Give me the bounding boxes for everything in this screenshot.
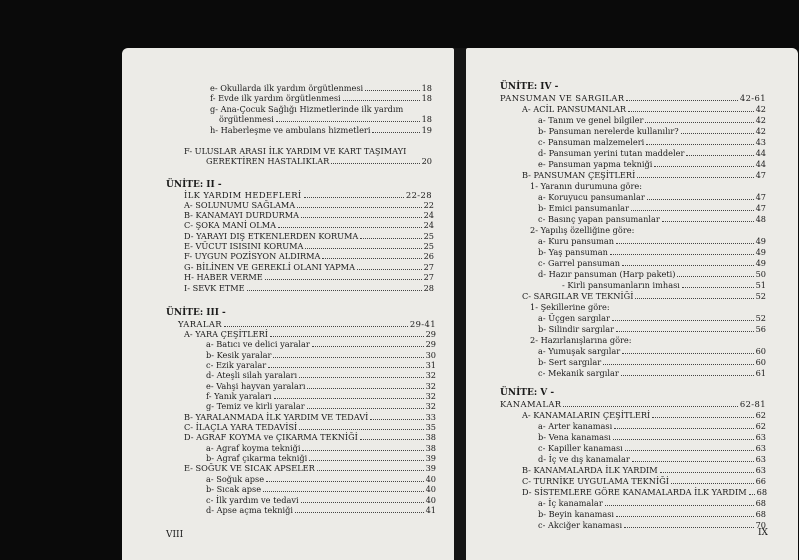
toc-entry-page: 32 xyxy=(425,381,436,391)
toc-dot-leader xyxy=(301,216,422,218)
toc-entry-title: A- SOLUNUMU SAĞLAMA xyxy=(184,200,296,210)
toc-dot-leader xyxy=(610,253,754,255)
toc-entry-page: 24 xyxy=(423,220,434,230)
left-page xyxy=(122,48,454,560)
toc-entry-title: a- Arter kanaması xyxy=(538,421,613,431)
toc-entry-page: 35 xyxy=(425,422,436,432)
toc-entry-title: c- Kapiller kanaması xyxy=(538,443,623,453)
toc-entry-title: D- SİSTEMLERE GÖRE KANAMALARDA İLK YARDIM xyxy=(522,487,747,497)
toc-entry-title: e- Vahşi hayvan yaraları xyxy=(206,381,306,391)
toc-entry-page: 50 xyxy=(755,269,766,279)
toc-entry-page: 47 xyxy=(755,192,766,202)
toc-dot-leader xyxy=(632,460,754,462)
toc-entry xyxy=(538,520,766,530)
toc-entry xyxy=(210,125,432,135)
toc-entry-page: 18 xyxy=(421,83,432,93)
toc-entry-title: b- Silindir sargılar xyxy=(538,324,614,334)
toc-dot-leader xyxy=(621,374,754,376)
toc-entry-title: b- Vena kanaması xyxy=(538,432,611,442)
toc-entry-page: 19 xyxy=(421,125,432,135)
toc-dot-leader xyxy=(614,427,753,429)
toc-entry-title: d- Ateşli silah yaraları xyxy=(206,370,298,380)
toc-entry-title: YARALAR xyxy=(178,319,222,329)
toc-entry-title: ÜNİTE: V - xyxy=(500,388,555,398)
toc-entry-title: d- Hazır pansuman (Harp paketi) xyxy=(538,269,676,279)
toc-entry-page: 18 xyxy=(421,114,432,124)
toc-dot-leader xyxy=(270,335,424,337)
toc-entry xyxy=(184,432,436,442)
toc-entry-title: 1- Şekillerine göre: xyxy=(530,302,610,312)
toc-dot-leader xyxy=(309,459,423,461)
toc-dot-leader xyxy=(626,99,737,101)
toc-entry xyxy=(538,432,766,442)
toc-entry xyxy=(538,126,766,136)
toc-entry xyxy=(166,180,286,190)
toc-entry-page: 20 xyxy=(421,156,432,166)
toc-entry-page: 22 xyxy=(423,200,434,210)
toc-entry-page: 62 xyxy=(755,410,766,420)
toc-entry-title: c- Mekanik sargılar xyxy=(538,368,619,378)
toc-dot-leader xyxy=(274,397,424,399)
toc-entry xyxy=(538,346,766,356)
toc-entry-page: 29 xyxy=(425,329,436,339)
toc-dot-leader xyxy=(370,418,423,420)
toc-entry-title: A- KANAMALARIN ÇEŞİTLERİ xyxy=(522,410,651,420)
toc-entry-title: 2- Hazırlanışlarına göre: xyxy=(530,335,632,345)
toc-dot-leader xyxy=(749,493,755,495)
toc-entry xyxy=(184,422,436,432)
toc-entry xyxy=(500,93,766,103)
toc-dot-leader xyxy=(360,438,424,440)
toc-dot-leader xyxy=(276,120,420,122)
toc-entry xyxy=(206,350,436,360)
toc-dot-leader xyxy=(625,449,754,451)
toc-entry xyxy=(210,104,432,114)
toc-entry-page: 29 xyxy=(425,339,436,349)
toc-entry-title: f- Evde ilk yardım örgütlenmesi xyxy=(210,93,341,103)
toc-dot-leader xyxy=(635,297,753,299)
toc-dot-leader xyxy=(312,345,424,347)
toc-dot-leader xyxy=(563,405,737,407)
toc-entry-page: 38 xyxy=(425,443,436,453)
toc-entry xyxy=(538,421,766,431)
toc-dot-leader xyxy=(654,165,753,167)
toc-dot-leader xyxy=(616,330,754,332)
toc-entry xyxy=(538,454,766,464)
toc-entry-title: ÜNİTE: IV - xyxy=(500,82,559,92)
right-page xyxy=(466,48,798,560)
toc-entry-title: 1- Yaranın durumuna göre: xyxy=(530,181,642,191)
toc-entry-title: d- Pansuman yerini tutan maddeler xyxy=(538,148,685,158)
toc-entry-title: İLK YARDIM HEDEFLERİ xyxy=(184,190,302,200)
toc-entry-title: GEREKTİREN HASTALIKLAR xyxy=(206,156,330,166)
toc-entry xyxy=(206,391,436,401)
toc-dot-leader xyxy=(662,220,754,222)
toc-entry-title: D- YARAYI DIŞ ETKENLERDEN KORUMA xyxy=(184,231,359,241)
toc-dot-leader xyxy=(686,154,753,156)
toc-dot-leader xyxy=(263,490,424,492)
toc-entry-page: 70 xyxy=(755,520,766,530)
toc-dot-leader xyxy=(278,226,422,228)
toc-dot-leader xyxy=(681,132,754,134)
toc-entry-title: C- İLAÇLA YARA TEDAVİSİ xyxy=(184,422,298,432)
toc-entry-page: 68 xyxy=(755,498,766,508)
toc-dot-leader xyxy=(624,526,753,528)
toc-entry xyxy=(206,156,432,166)
toc-dot-leader xyxy=(603,363,753,365)
toc-dot-leader xyxy=(247,289,422,291)
toc-entry xyxy=(210,83,432,93)
toc-entry-page: 68 xyxy=(756,487,768,497)
toc-entry xyxy=(206,370,436,380)
toc-entry-page: 40 xyxy=(425,474,436,484)
toc-entry-page: 32 xyxy=(425,370,436,380)
toc-dot-leader xyxy=(343,99,420,101)
toc-entry-title: e- Pansuman yapma tekniği xyxy=(538,159,653,169)
toc-entry xyxy=(206,401,436,411)
toc-entry-page: 25 xyxy=(423,231,434,241)
toc-entry-page: 60 xyxy=(755,346,766,356)
toc-entry-page: 49 xyxy=(755,258,766,268)
toc-entry xyxy=(538,357,766,367)
toc-dot-leader xyxy=(631,209,754,211)
page-number-right: IX xyxy=(758,528,768,538)
toc-dot-leader xyxy=(628,110,754,112)
toc-entry xyxy=(522,170,766,180)
toc-dot-leader xyxy=(605,504,754,506)
toc-dot-leader xyxy=(317,469,424,471)
toc-entry-page: 60 xyxy=(755,357,766,367)
toc-dot-leader xyxy=(677,275,753,277)
toc-dot-leader xyxy=(357,268,422,270)
toc-entry-title: C- TURNİKE UYGULAMA TEKNİĞİ xyxy=(522,476,669,486)
toc-dot-leader xyxy=(360,237,421,239)
toc-dot-leader xyxy=(302,449,423,451)
toc-entry xyxy=(210,93,432,103)
toc-entry xyxy=(500,82,620,92)
toc-entry xyxy=(530,225,730,235)
toc-entry-title: a- Üçgen sargılar xyxy=(538,313,610,323)
toc-entry-page: 66 xyxy=(755,476,766,486)
toc-dot-leader xyxy=(637,176,753,178)
toc-entry xyxy=(166,308,286,318)
toc-entry-page: 32 xyxy=(425,391,436,401)
toc-entry-title: B- YARALANMADA İLK YARDIM VE TEDAVİ xyxy=(184,412,369,422)
toc-dot-leader xyxy=(616,515,754,517)
toc-entry-page: 62-81 xyxy=(739,399,766,409)
toc-entry xyxy=(522,410,766,420)
toc-entry xyxy=(538,203,766,213)
toc-entry xyxy=(538,269,766,279)
toc-dot-leader xyxy=(268,366,423,368)
toc-entry xyxy=(184,200,434,210)
toc-entry-page: 42 xyxy=(755,115,766,125)
toc-dot-leader xyxy=(305,247,421,249)
toc-entry-title: b- Agraf çıkarma tekniği xyxy=(206,453,308,463)
toc-entry xyxy=(562,280,766,290)
toc-entry-title: D- AGRAF KOYMA ve ÇIKARMA TEKNİĞİ xyxy=(184,432,358,442)
toc-entry-title: A- YARA ÇEŞİTLERİ xyxy=(184,329,269,339)
toc-entry-page: 27 xyxy=(423,262,434,272)
toc-dot-leader xyxy=(297,206,421,208)
toc-entry xyxy=(184,210,434,220)
toc-entry-page: 27 xyxy=(423,272,434,282)
toc-entry-title: I- SEVK ETME xyxy=(184,283,245,293)
toc-entry xyxy=(184,329,436,339)
toc-entry-page: 52 xyxy=(755,313,766,323)
toc-dot-leader xyxy=(224,325,408,327)
toc-entry-title: a- Agraf koyma tekniği xyxy=(206,443,301,453)
toc-dot-leader xyxy=(372,131,419,133)
toc-entry xyxy=(538,443,766,453)
toc-entry xyxy=(206,474,436,484)
toc-entry xyxy=(538,247,766,257)
toc-entry-title: PANSUMAN VE SARGILAR xyxy=(500,93,625,103)
toc-entry-page: 48 xyxy=(755,214,766,224)
toc-entry-title: F- UYGUN POZİSYON ALDIRMA xyxy=(184,251,321,261)
toc-entry-page: 25 xyxy=(423,241,434,251)
toc-entry-title: c- Akciğer kanaması xyxy=(538,520,623,530)
toc-entry-page: 38 xyxy=(425,432,436,442)
toc-entry-page: 47 xyxy=(755,203,766,213)
toc-entry xyxy=(206,453,436,463)
toc-entry xyxy=(184,251,434,261)
toc-dot-leader xyxy=(613,438,754,440)
toc-entry xyxy=(219,114,432,124)
toc-entry-title: B- PANSUMAN ÇEŞİTLERİ xyxy=(522,170,636,180)
toc-entry xyxy=(522,291,766,301)
toc-dot-leader xyxy=(304,196,404,198)
toc-dot-leader xyxy=(647,198,754,200)
toc-entry-title: c- Ezik yaralar xyxy=(206,360,267,370)
toc-dot-leader xyxy=(622,352,753,354)
toc-entry-title: b- Kesik yaralar xyxy=(206,350,272,360)
toc-entry-page: 51 xyxy=(755,280,766,290)
toc-entry-page: 33 xyxy=(425,412,436,422)
toc-entry xyxy=(538,313,766,323)
toc-dot-leader xyxy=(616,242,754,244)
toc-entry-page: 26 xyxy=(423,251,434,261)
toc-dot-leader xyxy=(266,480,424,482)
toc-entry-title: ÜNİTE: II - xyxy=(166,180,222,190)
toc-entry-page: 30 xyxy=(425,350,436,360)
toc-entry-page: 22-28 xyxy=(405,190,432,200)
toc-entry xyxy=(206,495,436,505)
toc-entry-page: 62 xyxy=(755,421,766,431)
toc-entry-title: d- Apse açma tekniği xyxy=(206,505,293,515)
toc-entry xyxy=(184,190,432,200)
toc-dot-leader xyxy=(660,471,754,473)
toc-entry-title: e- Okullarda ilk yardım örgütlenmesi xyxy=(210,83,364,93)
toc-entry xyxy=(206,443,436,453)
toc-entry-title: b- Yaş pansuman xyxy=(538,247,608,257)
toc-entry-title: 2- Yapılış özelliğine göre: xyxy=(530,225,635,235)
toc-entry-page: 39 xyxy=(425,453,436,463)
toc-dot-leader xyxy=(301,501,424,503)
toc-entry xyxy=(184,146,434,156)
toc-entry-page: 39 xyxy=(425,463,436,473)
toc-entry xyxy=(206,360,436,370)
toc-entry-page: 52 xyxy=(755,291,766,301)
toc-dot-leader xyxy=(645,121,753,123)
toc-entry-page: 49 xyxy=(755,247,766,257)
toc-entry-page: 18 xyxy=(421,93,432,103)
toc-entry xyxy=(538,115,766,125)
toc-entry xyxy=(184,262,434,272)
toc-entry xyxy=(522,465,766,475)
toc-entry-title: f- Yanık yaraları xyxy=(206,391,272,401)
toc-entry xyxy=(206,505,436,515)
toc-entry-page: 42 xyxy=(755,104,766,114)
toc-entry-page: 44 xyxy=(755,159,766,169)
toc-dot-leader xyxy=(307,387,423,389)
toc-entry-page: 40 xyxy=(425,484,436,494)
toc-entry xyxy=(500,388,620,398)
toc-entry xyxy=(206,381,436,391)
toc-entry-page: 56 xyxy=(755,324,766,334)
toc-dot-leader xyxy=(652,416,753,418)
toc-entry-page: 31 xyxy=(425,360,436,370)
toc-dot-leader xyxy=(307,407,424,409)
toc-entry-page: 63 xyxy=(755,432,766,442)
toc-entry xyxy=(184,463,436,473)
toc-entry-page: 40 xyxy=(425,495,436,505)
toc-entry-title: b- Beyin kanaması xyxy=(538,509,615,519)
page-number-left: VIII xyxy=(166,530,184,540)
toc-entry xyxy=(530,335,730,345)
toc-entry-title: a- Tanım ve genel bilgiler xyxy=(538,115,644,125)
toc-entry-page: 41 xyxy=(425,505,436,515)
toc-entry-title: E- SOĞUK VE SICAK APSELER xyxy=(184,463,315,473)
toc-entry-title: örgütlenmesi xyxy=(219,114,274,124)
toc-entry-title: b- Sert sargılar xyxy=(538,357,602,367)
toc-entry xyxy=(538,137,766,147)
toc-entry xyxy=(538,159,766,169)
toc-entry-page: 61 xyxy=(755,368,766,378)
toc-entry-title: a- Batıcı ve delici yaralar xyxy=(206,339,310,349)
toc-dot-leader xyxy=(295,511,424,513)
toc-entry-title: ÜNİTE: III - xyxy=(166,308,226,318)
toc-entry-page: 24 xyxy=(423,210,434,220)
book-gutter xyxy=(454,48,466,560)
toc-entry xyxy=(184,241,434,251)
toc-entry xyxy=(178,319,436,329)
toc-entry xyxy=(206,339,436,349)
toc-entry xyxy=(538,368,766,378)
toc-entry-title: h- Haberleşme ve ambulans hizmetleri xyxy=(210,125,371,135)
toc-entry-title: a- Yumuşak sargılar xyxy=(538,346,621,356)
toc-entry xyxy=(184,412,436,422)
toc-dot-leader xyxy=(273,356,423,358)
toc-entry-page: 47 xyxy=(755,170,766,180)
toc-entry-page: 44 xyxy=(755,148,766,158)
toc-entry xyxy=(522,104,766,114)
toc-entry xyxy=(530,302,730,312)
toc-entry-title: A- ACİL PANSUMANLAR xyxy=(522,104,627,114)
toc-entry-title: g- Ana-Çocuk Sağlığı Hizmetlerinde ilk yardım xyxy=(210,104,404,114)
toc-entry xyxy=(500,399,766,409)
toc-entry-title: H- HABER VERME xyxy=(184,272,263,282)
toc-entry-title: - Kirli pansumanların imhası xyxy=(562,280,680,290)
toc-entry-title: a- Kuru pansuman xyxy=(538,236,615,246)
toc-entry-title: B- KANAMALARDA İLK YARDIM xyxy=(522,465,658,475)
toc-dot-leader xyxy=(682,286,754,288)
toc-entry-title: KANAMALAR xyxy=(500,399,562,409)
toc-dot-leader xyxy=(265,278,422,280)
toc-entry-title: a- İç kanamalar xyxy=(538,498,603,508)
toc-entry xyxy=(538,236,766,246)
toc-dot-leader xyxy=(671,482,754,484)
toc-entry-page: 29-41 xyxy=(409,319,436,329)
toc-entry xyxy=(530,181,730,191)
toc-entry-page: 43 xyxy=(755,137,766,147)
toc-entry-title: C- ŞOKA MANİ OLMA xyxy=(184,220,276,230)
toc-entry xyxy=(538,498,766,508)
toc-entry-title: b- Pansuman nerelerde kullanılır? xyxy=(538,126,679,136)
toc-entry xyxy=(538,148,766,158)
toc-entry-title: a- Koruyucu pansumanlar xyxy=(538,192,645,202)
toc-entry xyxy=(522,487,766,497)
toc-entry xyxy=(522,476,766,486)
toc-dot-leader xyxy=(622,264,754,266)
toc-entry xyxy=(538,324,766,334)
toc-entry xyxy=(538,214,766,224)
toc-dot-leader xyxy=(612,319,754,321)
toc-dot-leader xyxy=(299,428,423,430)
toc-entry-page: 32 xyxy=(425,401,436,411)
toc-entry xyxy=(538,192,766,202)
toc-entry-page: 49 xyxy=(755,236,766,246)
toc-entry xyxy=(184,283,434,293)
toc-entry xyxy=(184,220,434,230)
toc-entry xyxy=(538,258,766,268)
toc-entry-title: c- Garrel pansuman xyxy=(538,258,621,268)
toc-entry-page: 42 xyxy=(755,126,766,136)
toc-dot-leader xyxy=(646,143,753,145)
toc-entry-title: d- İç ve dış kanamalar xyxy=(538,454,630,464)
toc-entry-page: 63 xyxy=(755,465,766,475)
toc-entry xyxy=(538,509,766,519)
toc-entry xyxy=(184,231,434,241)
toc-entry-title: B- KANAMAYI DURDURMA xyxy=(184,210,300,220)
toc-entry-title: g- Temiz ve kirli yaralar xyxy=(206,401,305,411)
toc-entry-page: 63 xyxy=(755,454,766,464)
toc-entry-page: 42-61 xyxy=(739,93,766,103)
toc-entry xyxy=(184,272,434,282)
toc-dot-leader xyxy=(365,89,419,91)
toc-entry-title: F- ULUSLAR ARASI İLK YARDIM VE KART TAŞIMAYI xyxy=(184,146,407,156)
toc-entry-title: a- Soğuk apse xyxy=(206,474,265,484)
toc-entry-page: 63 xyxy=(755,443,766,453)
toc-entry-page: 28 xyxy=(423,283,434,293)
toc-entry-title: b- Sıcak apse xyxy=(206,484,262,494)
toc-entry xyxy=(206,484,436,494)
toc-entry-title: c- İlk yardım ve tedavi xyxy=(206,495,299,505)
toc-entry-title: C- SARGILAR VE TEKNİĞİ xyxy=(522,291,634,301)
toc-entry-title: c- Basınç yapan pansumanlar xyxy=(538,214,660,224)
toc-dot-leader xyxy=(331,162,419,164)
toc-entry-title: c- Pansuman malzemeleri xyxy=(538,137,645,147)
toc-entry-title: b- Emici pansumanlar xyxy=(538,203,629,213)
toc-dot-leader xyxy=(299,376,423,378)
toc-dot-leader xyxy=(322,257,421,259)
toc-entry-title: G- BİLİNEN VE GEREKLİ OLANI YAPMA xyxy=(184,262,355,272)
toc-entry-page: 68 xyxy=(755,509,766,519)
toc-entry-title: E- VÜCUT ISISINI KORUMA xyxy=(184,241,304,251)
